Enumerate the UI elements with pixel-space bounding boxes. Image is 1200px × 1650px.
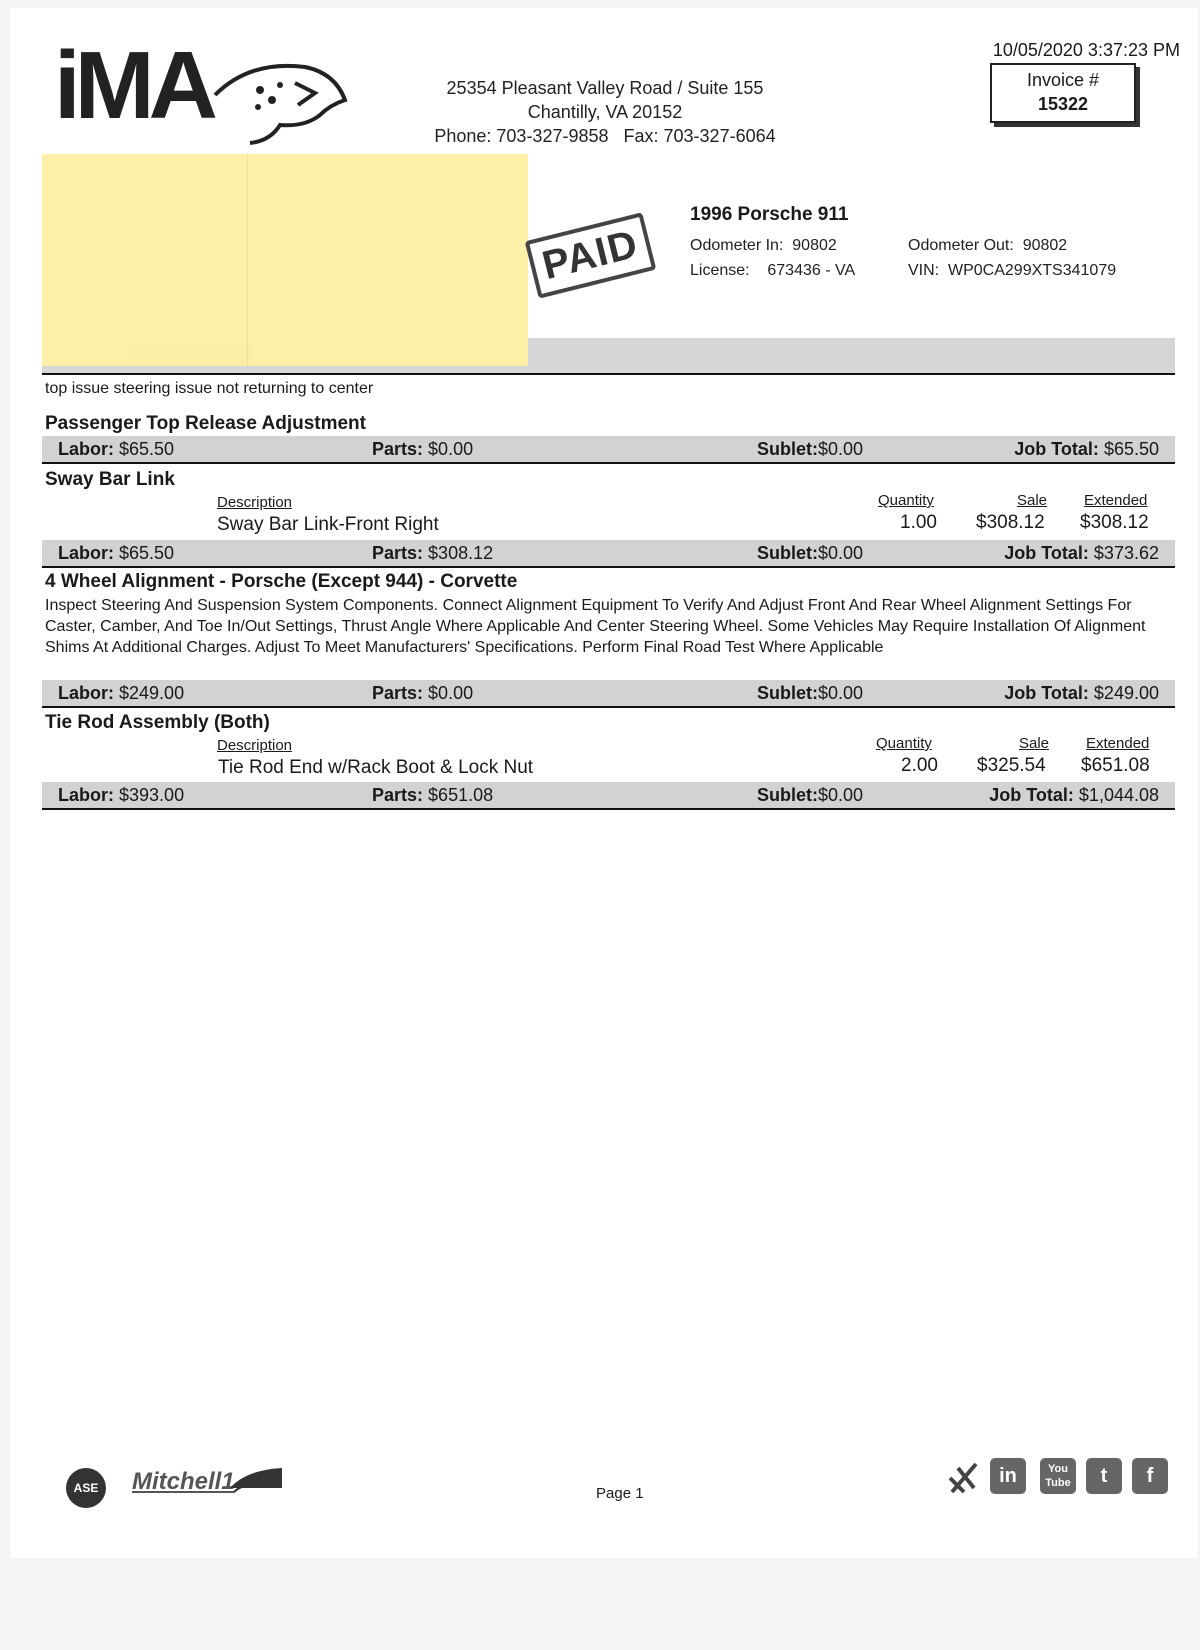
twitter-icon[interactable]: t: [1086, 1458, 1122, 1494]
address-line-2: Chantilly, VA 20152: [527, 102, 683, 122]
tools-icon[interactable]: [944, 1458, 984, 1498]
parts-cell: Parts: $308.12: [372, 543, 494, 563]
job-summary-row: [42, 680, 1175, 706]
col-quantity: Quantity: [876, 735, 932, 752]
part-extended: $308.12: [1080, 512, 1149, 533]
odometer-out: Odometer Out: 90802: [908, 237, 1068, 254]
invoice-datetime: 10/05/2020 3:37:23 PM: [992, 40, 1180, 60]
col-description: Description: [217, 494, 293, 511]
sublet-cell: Sublet:$0.00: [757, 785, 864, 805]
part-extended: $651.08: [1081, 755, 1150, 776]
labor-cell: Labor: $249.00: [58, 683, 185, 703]
part-sale: $308.12: [976, 512, 1045, 533]
page-number: Page 1: [596, 1485, 644, 1502]
part-quantity: 1.00: [900, 512, 937, 533]
invoice-number: 15322: [1037, 94, 1089, 114]
job-total-cell: Job Total: $373.62: [1004, 543, 1159, 563]
linkedin-icon[interactable]: in: [990, 1458, 1026, 1494]
job-summary-row: [42, 436, 1175, 462]
sublet-cell: Sublet:$0.00: [757, 683, 864, 703]
part-sale: $325.54: [977, 755, 1046, 776]
sticky-fold: [247, 154, 248, 366]
partner-logo-icon: [226, 1466, 286, 1498]
ase-logo: ASE: [66, 1468, 106, 1508]
row-rule: [42, 566, 1175, 568]
ima-logo: iMA: [54, 32, 212, 139]
job-total-cell: Job Total: $65.50: [1014, 439, 1159, 459]
facebook-icon[interactable]: f: [1132, 1458, 1168, 1494]
sublet-cell: Sublet:$0.00: [757, 543, 864, 563]
job-total-cell: Job Total: $249.00: [1004, 683, 1159, 703]
labor-cell: Labor: $65.50: [58, 543, 175, 563]
row-rule: [42, 706, 1175, 708]
job-notes: Inspect Steering And Suspension System Components. Connect Alignment Equipment To Verify And Adjust Front And Rear Wheel Alignment Settings For Caster, Camber, And Toe In/Out Settings, Thrust Angle Where Applicable And Center Steering Wheel. Some Vehicles May Require Installation Of Alignment Shims At Additional Charges. Adjust To Meet Manufacturers' Specifications. Perform Final Road Test Where Applicable: [45, 597, 1146, 656]
job-summary-row: [42, 782, 1175, 808]
row-rule: [42, 808, 1175, 810]
part-description: Tie Rod End w/Rack Boot & Lock Nut: [218, 757, 534, 778]
col-sale: Sale: [1017, 492, 1048, 509]
invoice-label: Invoice #: [1026, 70, 1100, 90]
col-description: Description: [217, 737, 293, 754]
paid-stamp: PAID: [525, 212, 656, 298]
header-rule: [42, 373, 1175, 375]
labor-cell: Labor: $393.00: [58, 785, 185, 805]
vehicle-title: 1996 Porsche 911: [690, 204, 849, 225]
col-extended: Extended: [1086, 735, 1150, 752]
labor-cell: Labor: $65.50: [58, 439, 175, 459]
job-title: Tie Rod Assembly (Both): [45, 712, 270, 733]
job-title: Sway Bar Link: [45, 469, 175, 490]
youtube-icon[interactable]: You Tube: [1040, 1458, 1076, 1494]
odometer-in: Odometer In: 90802: [690, 237, 837, 254]
cheetah-logo-icon: [210, 55, 350, 145]
row-rule: [42, 462, 1175, 464]
col-extended: Extended: [1084, 492, 1148, 509]
customer-complaint: top issue steering issue not returning to center: [45, 380, 374, 397]
part-quantity: 2.00: [901, 755, 938, 776]
shop-address: [400, 76, 810, 148]
job-title: 4 Wheel Alignment - Porsche (Except 944) - Corvette: [45, 571, 518, 592]
job-summary-row: [42, 540, 1175, 566]
part-description: Sway Bar Link-Front Right: [217, 514, 439, 535]
vin: VIN: WP0CA299XTS341079: [908, 262, 1117, 279]
redaction-sticky-note: [42, 154, 528, 366]
address-line-1: 25354 Pleasant Valley Road / Suite 155: [446, 78, 764, 98]
col-sale: Sale: [1019, 735, 1050, 752]
phone-fax: Phone: 703-327-9858 Fax: 703-327-6064: [434, 126, 776, 146]
col-quantity: Quantity: [878, 492, 934, 509]
license: License: 673436 - VA: [690, 262, 856, 279]
job-title: Passenger Top Release Adjustment: [45, 413, 366, 434]
parts-cell: Parts: $0.00: [372, 683, 474, 703]
parts-cell: Parts: $651.08: [372, 785, 494, 805]
mitchell-logo: Mitchell1: [132, 1468, 235, 1495]
job-total-cell: Job Total: $1,044.08: [989, 785, 1159, 805]
sublet-cell: Sublet:$0.00: [757, 439, 864, 459]
invoice-number-box: [990, 63, 1136, 123]
parts-cell: Parts: $0.00: [372, 439, 474, 459]
